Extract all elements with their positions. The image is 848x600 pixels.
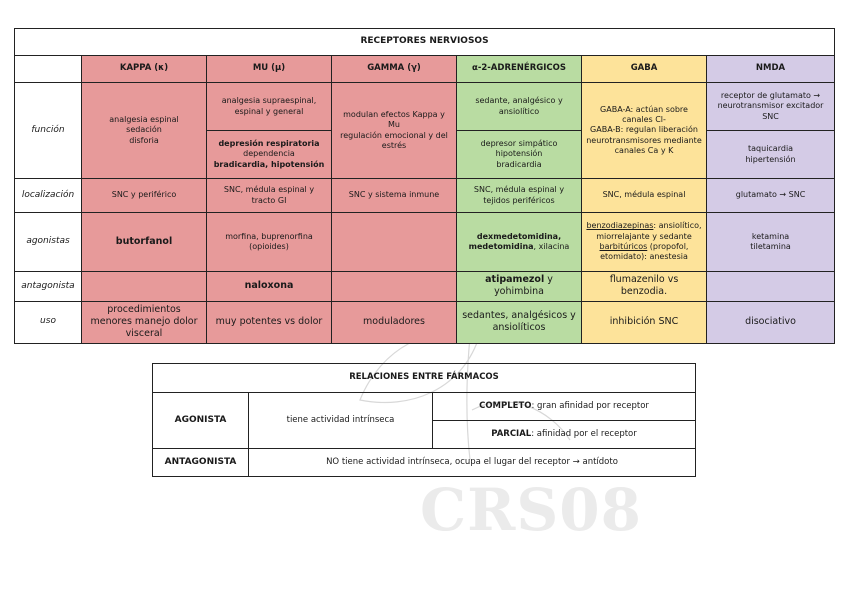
barbituricos-label: barbitúricos [599, 242, 648, 251]
agonistas-kappa: butorfanol [82, 213, 207, 272]
agonistas-gaba [582, 213, 707, 272]
agonistas-gamma [332, 213, 457, 272]
relaciones-title: RELACIONES ENTRE FÁRMACOS [153, 364, 696, 393]
funcion-gaba-line: GABA-B: regulan liberación neurotransmisores mediante canales Ca y K [586, 125, 702, 156]
benzodiazepinas-text: : ansiolítico, miorrelajante y sedante [596, 221, 702, 241]
benzodiazepinas-label: benzodiazepinas [586, 221, 654, 231]
parcial-label: PARCIAL [491, 428, 532, 439]
agonistas-nmda-line: ketamina [751, 231, 790, 241]
receptores-title: RECEPTORES NERVIOSOS [15, 29, 835, 56]
agonistas-alfa2 [457, 213, 582, 272]
funcion-mu-line: depresión respiratoria [218, 138, 320, 148]
funcion-mu-bottom [207, 131, 332, 179]
agonistas-mu-line: morfina, buprenorfina [225, 231, 313, 241]
uso-alfa2: sedantes, analgésicos y ansiolíticos [457, 301, 582, 343]
header-alfa2: ⍺-2-ADRENÉRGICOS [457, 56, 582, 83]
agonistas-mu-line: (opioides) [249, 242, 289, 251]
row-label-localizacion: localización [15, 179, 82, 213]
funcion-mu-line: bradicardia, hipotensión [213, 159, 325, 169]
header-gamma: GAMMA (γ) [332, 56, 457, 83]
funcion-mu-line: dependencia [243, 149, 295, 159]
receptores-table [14, 28, 835, 344]
header-kappa: KAPPA (κ) [82, 56, 207, 83]
localizacion-nmda: glutamato → SNC [707, 179, 835, 213]
funcion-gamma [332, 83, 457, 179]
completo-cell [433, 393, 696, 421]
antagonista-alfa2-bold: atipamezol [485, 274, 545, 285]
uso-gamma: moduladores [332, 301, 457, 343]
uso-kappa: procedimientos menores manejo dolor visceral [82, 301, 207, 343]
funcion-gaba-line: GABA-A: actúan sobre canales Cl- [600, 104, 688, 124]
funcion-alfa2-bottom [457, 131, 582, 179]
agonistas-nmda-line: tiletamina [750, 242, 791, 251]
antagonista-kappa [82, 272, 207, 302]
antagonista-nmda [707, 272, 835, 302]
funcion-gamma-line: modulan efectos Kappa y Mu [343, 109, 445, 130]
uso-nmda: disociativo [707, 301, 835, 343]
funcion-kappa-line: sedación [126, 125, 162, 135]
localizacion-kappa: SNC y periférico [82, 179, 207, 213]
row-label-antagonista: antagonista [15, 272, 82, 302]
row-label-agonistas: agonistas [15, 213, 82, 272]
funcion-gaba [582, 83, 707, 179]
parcial-desc: : afinidad por el receptor [531, 428, 637, 439]
funcion-nmda-line: taquicardia [748, 144, 794, 154]
uso-gaba: inhibición SNC [582, 301, 707, 343]
funcion-kappa-line: disforia [129, 135, 159, 145]
funcion-mu-top: analgesia supraespinal, espinal y general [207, 83, 332, 131]
watermark-text: CRS08 [420, 476, 642, 544]
funcion-nmda-bottom [707, 131, 835, 179]
completo-desc: : gran afinidad por receptor [531, 400, 649, 411]
localizacion-gaba: SNC, médula espinal [582, 179, 707, 213]
funcion-alfa2-line: depresor simpático [480, 138, 558, 148]
funcion-kappa [82, 83, 207, 179]
row-label-funcion: función [15, 83, 82, 179]
antagonista-gaba: flumazenilo vs benzodia. [582, 272, 707, 302]
agonista-desc: tiene actividad intrínseca [249, 393, 433, 449]
localizacion-alfa2: SNC, médula espinal y tejidos periféricos [457, 179, 582, 213]
header-nmda: NMDA [707, 56, 835, 83]
localizacion-gamma: SNC y sistema inmune [332, 179, 457, 213]
funcion-alfa2-line: bradicardia [496, 159, 542, 169]
funcion-alfa2-top: sedante, analgésico y ansiolítico [457, 83, 582, 131]
row-label-uso: uso [15, 301, 82, 343]
antagonista-alfa2 [457, 272, 582, 302]
antagonista-gamma [332, 272, 457, 302]
antagonista-alfa2-rest: y yohimbina [494, 274, 553, 298]
funcion-nmda-top: receptor de glutamato → neurotransmisor excitador SNC [707, 83, 835, 131]
parcial-cell [433, 421, 696, 449]
agonistas-alfa2-bold: dexmedetomidina, medetomidina [468, 231, 562, 251]
funcion-nmda-line: hipertensión [745, 154, 796, 164]
corner-cell [15, 56, 82, 83]
localizacion-mu: SNC, médula espinal y tracto GI [207, 179, 332, 213]
funcion-kappa-line: analgesia espinal [109, 114, 179, 124]
antagonista-desc: NO tiene actividad intrínseca, ocupa el lugar del receptor → antídoto [249, 449, 696, 477]
header-mu: MU (μ) [207, 56, 332, 83]
uso-mu: muy potentes vs dolor [207, 301, 332, 343]
agonistas-nmda [707, 213, 835, 272]
barbituricos-text: (propofol, etomidato): anestesia [600, 242, 689, 262]
header-gaba: GABA [582, 56, 707, 83]
agonista-label: AGONISTA [153, 393, 249, 449]
antagonista-mu: naloxona [207, 272, 332, 302]
agonistas-alfa2-rest: , xilacina [533, 242, 570, 251]
completo-label: COMPLETO [479, 400, 532, 411]
antagonista-label: ANTAGONISTA [153, 449, 249, 477]
relaciones-table [152, 363, 696, 477]
funcion-alfa2-line: hipotensión [495, 149, 543, 159]
funcion-gamma-line: regulación emocional y del estrés [340, 130, 448, 150]
agonistas-mu [207, 213, 332, 272]
